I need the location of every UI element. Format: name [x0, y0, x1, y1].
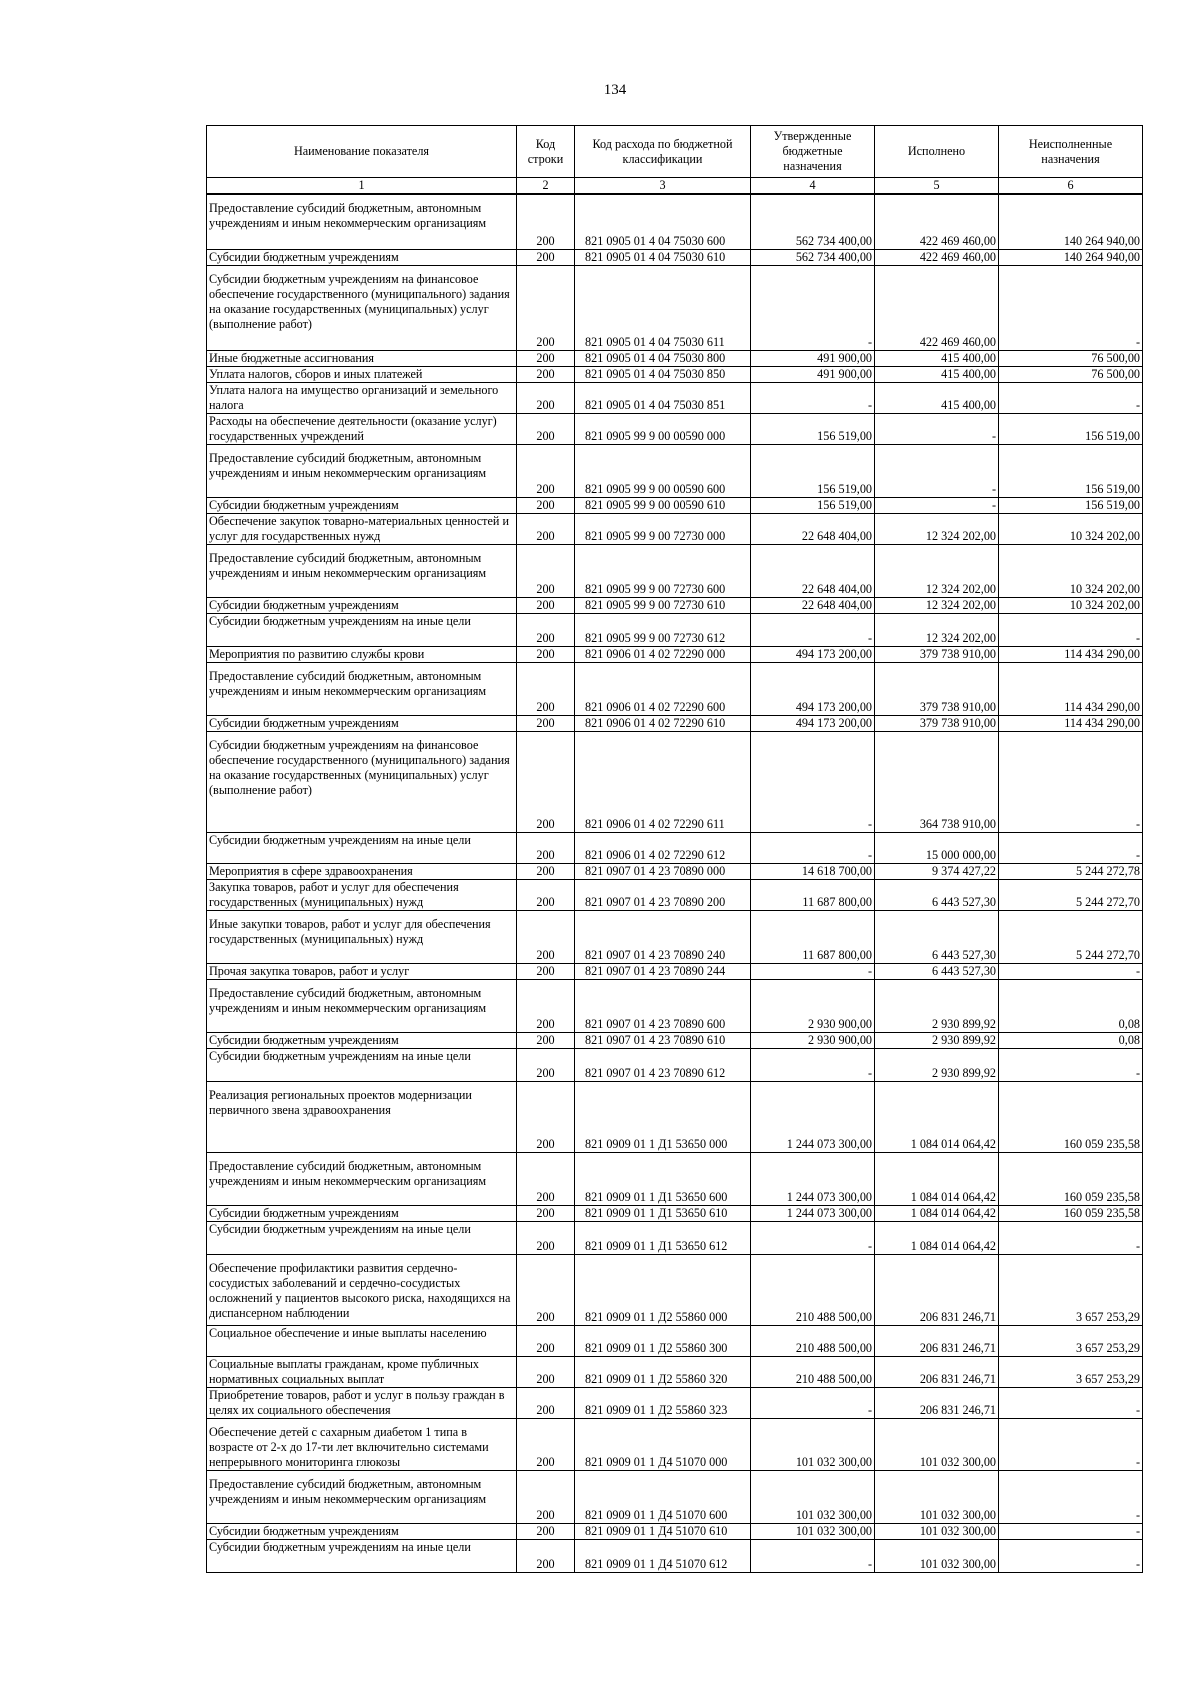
row-expense-code: 821 0905 99 9 00 72730 000 [575, 514, 751, 545]
table-row [207, 383, 1143, 414]
row-line-code: 200 [517, 1540, 575, 1573]
row-executed: - [875, 498, 999, 514]
row-approved: - [751, 1049, 875, 1082]
row-line-code: 200 [517, 864, 575, 880]
row-name: Субсидии бюджетным учреждениям [207, 1524, 517, 1540]
row-unexecuted: - [999, 383, 1143, 414]
row-unexecuted: 5 244 272,78 [999, 864, 1143, 880]
row-name: Предоставление субсидий бюджетным, автономным учреждениям и иным некоммерческим организациям [207, 194, 517, 250]
row-unexecuted: - [999, 1540, 1143, 1573]
row-line-code: 200 [517, 980, 575, 1033]
row-name: Предоставление субсидий бюджетным, автономным учреждениям и иным некоммерческим организациям [207, 1471, 517, 1524]
row-approved: 210 488 500,00 [751, 1357, 875, 1388]
row-name: Предоставление субсидий бюджетным, автономным учреждениям и иным некоммерческим организациям [207, 980, 517, 1033]
row-line-code: 200 [517, 1357, 575, 1388]
column-number-row [207, 178, 1143, 195]
row-name: Предоставление субсидий бюджетным, автономным учреждениям и иным некоммерческим организациям [207, 1153, 517, 1206]
row-executed: 422 469 460,00 [875, 194, 999, 250]
row-approved: 14 618 700,00 [751, 864, 875, 880]
row-executed: 6 443 527,30 [875, 880, 999, 911]
header-approved: Утвержденные бюджетные назначения [751, 126, 875, 178]
header-unexecuted: Неисполненные назначения [999, 126, 1143, 178]
row-expense-code: 821 0907 01 4 23 70890 240 [575, 911, 751, 964]
row-executed: 1 084 014 064,42 [875, 1153, 999, 1206]
row-executed: 422 469 460,00 [875, 250, 999, 266]
row-approved: 562 734 400,00 [751, 194, 875, 250]
row-unexecuted: - [999, 833, 1143, 864]
row-name: Субсидии бюджетным учреждениям [207, 716, 517, 732]
header-line-code: Код строки [517, 126, 575, 178]
row-approved: 156 519,00 [751, 445, 875, 498]
row-unexecuted: 114 434 290,00 [999, 716, 1143, 732]
row-line-code: 200 [517, 266, 575, 351]
row-expense-code: 821 0906 01 4 02 72290 000 [575, 647, 751, 663]
row-line-code: 200 [517, 732, 575, 833]
table-row [207, 351, 1143, 367]
row-executed: 2 930 899,92 [875, 980, 999, 1033]
row-expense-code: 821 0909 01 1 Д1 53650 000 [575, 1082, 751, 1153]
table-row [207, 1153, 1143, 1206]
row-unexecuted: 3 657 253,29 [999, 1357, 1143, 1388]
row-line-code: 200 [517, 1471, 575, 1524]
row-unexecuted: 10 324 202,00 [999, 545, 1143, 598]
row-approved: 22 648 404,00 [751, 514, 875, 545]
row-name: Субсидии бюджетным учреждениям [207, 498, 517, 514]
row-line-code: 200 [517, 716, 575, 732]
row-expense-code: 821 0909 01 1 Д4 51070 000 [575, 1419, 751, 1471]
row-expense-code: 821 0905 99 9 00 00590 600 [575, 445, 751, 498]
row-executed: 379 738 910,00 [875, 716, 999, 732]
row-executed: - [875, 414, 999, 445]
row-approved: - [751, 266, 875, 351]
row-approved: 494 173 200,00 [751, 647, 875, 663]
row-executed: 379 738 910,00 [875, 647, 999, 663]
row-name: Иные закупки товаров, работ и услуг для обеспечения государственных (муниципальных) нужд [207, 911, 517, 964]
row-approved: 22 648 404,00 [751, 598, 875, 614]
row-approved: 2 930 900,00 [751, 1033, 875, 1049]
row-executed: 1 084 014 064,42 [875, 1222, 999, 1255]
row-executed: 379 738 910,00 [875, 663, 999, 716]
row-expense-code: 821 0905 01 4 04 75030 600 [575, 194, 751, 250]
row-line-code: 200 [517, 367, 575, 383]
row-approved: 210 488 500,00 [751, 1255, 875, 1326]
table-row [207, 1326, 1143, 1357]
column-number: 6 [999, 178, 1143, 195]
row-unexecuted: - [999, 1049, 1143, 1082]
row-line-code: 200 [517, 1419, 575, 1471]
row-executed: 6 443 527,30 [875, 911, 999, 964]
row-expense-code: 821 0906 01 4 02 72290 610 [575, 716, 751, 732]
table-row [207, 545, 1143, 598]
row-executed: 6 443 527,30 [875, 964, 999, 980]
row-expense-code: 821 0909 01 1 Д2 55860 300 [575, 1326, 751, 1357]
row-executed: 101 032 300,00 [875, 1471, 999, 1524]
row-unexecuted: 160 059 235,58 [999, 1206, 1143, 1222]
row-name: Субсидии бюджетным учреждениям [207, 1033, 517, 1049]
table-row [207, 1524, 1143, 1540]
row-expense-code: 821 0909 01 1 Д1 53650 600 [575, 1153, 751, 1206]
row-line-code: 200 [517, 1082, 575, 1153]
row-approved: 491 900,00 [751, 351, 875, 367]
row-approved: - [751, 732, 875, 833]
row-expense-code: 821 0906 01 4 02 72290 611 [575, 732, 751, 833]
row-approved: 210 488 500,00 [751, 1326, 875, 1357]
row-expense-code: 821 0906 01 4 02 72290 612 [575, 833, 751, 864]
column-number: 1 [207, 178, 517, 195]
table-row [207, 194, 1143, 250]
row-approved: 1 244 073 300,00 [751, 1206, 875, 1222]
table-row [207, 367, 1143, 383]
row-line-code: 200 [517, 1255, 575, 1326]
row-approved: 2 930 900,00 [751, 980, 875, 1033]
row-line-code: 200 [517, 1033, 575, 1049]
row-approved: 101 032 300,00 [751, 1419, 875, 1471]
row-expense-code: 821 0907 01 4 23 70890 610 [575, 1033, 751, 1049]
row-line-code: 200 [517, 663, 575, 716]
row-expense-code: 821 0905 99 9 00 00590 610 [575, 498, 751, 514]
row-unexecuted: 114 434 290,00 [999, 663, 1143, 716]
row-line-code: 200 [517, 250, 575, 266]
row-expense-code: 821 0905 99 9 00 00590 000 [575, 414, 751, 445]
row-unexecuted: 3 657 253,29 [999, 1255, 1143, 1326]
row-line-code: 200 [517, 351, 575, 367]
row-expense-code: 821 0905 01 4 04 75030 800 [575, 351, 751, 367]
row-executed: 101 032 300,00 [875, 1419, 999, 1471]
row-expense-code: 821 0905 99 9 00 72730 600 [575, 545, 751, 598]
row-unexecuted: 114 434 290,00 [999, 647, 1143, 663]
row-expense-code: 821 0907 01 4 23 70890 244 [575, 964, 751, 980]
row-executed: 2 930 899,92 [875, 1033, 999, 1049]
row-unexecuted: 3 657 253,29 [999, 1326, 1143, 1357]
row-unexecuted: 140 264 940,00 [999, 194, 1143, 250]
row-approved: 562 734 400,00 [751, 250, 875, 266]
row-expense-code: 821 0905 99 9 00 72730 612 [575, 614, 751, 647]
table-row [207, 1206, 1143, 1222]
table-row [207, 732, 1143, 833]
table-row [207, 864, 1143, 880]
row-unexecuted: - [999, 266, 1143, 351]
row-approved: 156 519,00 [751, 414, 875, 445]
row-executed: 12 324 202,00 [875, 614, 999, 647]
row-unexecuted: 5 244 272,70 [999, 911, 1143, 964]
row-executed: 206 831 246,71 [875, 1357, 999, 1388]
row-expense-code: 821 0909 01 1 Д2 55860 320 [575, 1357, 751, 1388]
row-line-code: 200 [517, 614, 575, 647]
row-line-code: 200 [517, 598, 575, 614]
row-approved: 156 519,00 [751, 498, 875, 514]
row-approved: - [751, 383, 875, 414]
row-approved: - [751, 1222, 875, 1255]
row-line-code: 200 [517, 194, 575, 250]
row-name: Субсидии бюджетным учреждениям на финансовое обеспечение государственного (муниципального) задания на оказание государственных (муниципальных) услуг (выполнение работ) [207, 732, 517, 833]
row-name: Субсидии бюджетным учреждениям на иные цели [207, 1540, 517, 1573]
row-approved: 101 032 300,00 [751, 1471, 875, 1524]
table-row [207, 663, 1143, 716]
row-executed: 2 930 899,92 [875, 1049, 999, 1082]
row-unexecuted: - [999, 1388, 1143, 1419]
row-approved: - [751, 964, 875, 980]
column-number: 2 [517, 178, 575, 195]
row-line-code: 200 [517, 880, 575, 911]
row-unexecuted: - [999, 732, 1143, 833]
row-unexecuted: 160 059 235,58 [999, 1082, 1143, 1153]
row-expense-code: 821 0907 01 4 23 70890 600 [575, 980, 751, 1033]
table-row [207, 1255, 1143, 1326]
table-row [207, 880, 1143, 911]
row-expense-code: 821 0907 01 4 23 70890 000 [575, 864, 751, 880]
budget-execution-table [206, 125, 1143, 1573]
table-row [207, 964, 1143, 980]
table-row [207, 1540, 1143, 1573]
row-line-code: 200 [517, 414, 575, 445]
row-unexecuted: - [999, 614, 1143, 647]
row-executed: 415 400,00 [875, 351, 999, 367]
row-line-code: 200 [517, 445, 575, 498]
row-line-code: 200 [517, 1206, 575, 1222]
row-unexecuted: 160 059 235,58 [999, 1153, 1143, 1206]
row-unexecuted: 156 519,00 [999, 498, 1143, 514]
row-name: Приобретение товаров, работ и услуг в пользу граждан в целях их социального обеспечения [207, 1388, 517, 1419]
row-name: Социальные выплаты гражданам, кроме публичных нормативных социальных выплат [207, 1357, 517, 1388]
table-row [207, 1388, 1143, 1419]
row-name: Расходы на обеспечение деятельности (оказание услуг) государственных учреждений [207, 414, 517, 445]
row-unexecuted: 140 264 940,00 [999, 250, 1143, 266]
row-unexecuted: 10 324 202,00 [999, 514, 1143, 545]
row-approved: - [751, 1388, 875, 1419]
row-executed: 101 032 300,00 [875, 1540, 999, 1573]
table-row [207, 1033, 1143, 1049]
row-expense-code: 821 0909 01 1 Д4 51070 612 [575, 1540, 751, 1573]
row-approved: - [751, 614, 875, 647]
row-name: Предоставление субсидий бюджетным, автономным учреждениям и иным некоммерческим организациям [207, 663, 517, 716]
row-name: Субсидии бюджетным учреждениям [207, 1206, 517, 1222]
row-line-code: 200 [517, 1388, 575, 1419]
table-row [207, 1419, 1143, 1471]
row-expense-code: 821 0906 01 4 02 72290 600 [575, 663, 751, 716]
row-line-code: 200 [517, 545, 575, 598]
row-name: Иные бюджетные ассигнования [207, 351, 517, 367]
table-row [207, 414, 1143, 445]
row-line-code: 200 [517, 1049, 575, 1082]
row-line-code: 200 [517, 911, 575, 964]
row-expense-code: 821 0909 01 1 Д2 55860 323 [575, 1388, 751, 1419]
column-number: 4 [751, 178, 875, 195]
table-row [207, 498, 1143, 514]
row-unexecuted: - [999, 1419, 1143, 1471]
row-name: Уплата налога на имущество организаций и земельного налога [207, 383, 517, 414]
row-executed: 101 032 300,00 [875, 1524, 999, 1540]
row-line-code: 200 [517, 514, 575, 545]
row-executed: 9 374 427,22 [875, 864, 999, 880]
row-expense-code: 821 0907 01 4 23 70890 200 [575, 880, 751, 911]
row-expense-code: 821 0909 01 1 Д1 53650 612 [575, 1222, 751, 1255]
row-line-code: 200 [517, 1222, 575, 1255]
row-unexecuted: 156 519,00 [999, 445, 1143, 498]
row-approved: 494 173 200,00 [751, 716, 875, 732]
row-unexecuted: 5 244 272,70 [999, 880, 1143, 911]
row-line-code: 200 [517, 1153, 575, 1206]
table-row [207, 980, 1143, 1033]
row-approved: 11 687 800,00 [751, 880, 875, 911]
table-row [207, 598, 1143, 614]
row-unexecuted: 76 500,00 [999, 351, 1143, 367]
table-row [207, 445, 1143, 498]
row-executed: 422 469 460,00 [875, 266, 999, 351]
row-expense-code: 821 0905 01 4 04 75030 611 [575, 266, 751, 351]
row-line-code: 200 [517, 1326, 575, 1357]
row-executed: 1 084 014 064,42 [875, 1206, 999, 1222]
row-expense-code: 821 0909 01 1 Д2 55860 000 [575, 1255, 751, 1326]
row-line-code: 200 [517, 833, 575, 864]
row-executed: 206 831 246,71 [875, 1388, 999, 1419]
row-line-code: 200 [517, 964, 575, 980]
row-expense-code: 821 0905 99 9 00 72730 610 [575, 598, 751, 614]
table-row [207, 911, 1143, 964]
row-approved: - [751, 833, 875, 864]
row-executed: 1 084 014 064,42 [875, 1082, 999, 1153]
row-name: Мероприятия в сфере здравоохранения [207, 864, 517, 880]
table-row [207, 614, 1143, 647]
table-row [207, 266, 1143, 351]
header-expense-code: Код расхода по бюджетной классификации [575, 126, 751, 178]
table-row [207, 1471, 1143, 1524]
table-row [207, 1357, 1143, 1388]
row-approved: 1 244 073 300,00 [751, 1153, 875, 1206]
row-expense-code: 821 0905 01 4 04 75030 850 [575, 367, 751, 383]
row-unexecuted: - [999, 1222, 1143, 1255]
row-line-code: 200 [517, 383, 575, 414]
row-executed: 12 324 202,00 [875, 598, 999, 614]
row-name: Обеспечение профилактики развития сердечно-сосудистых заболеваний и сердечно-сосудистых осложнений у пациентов высокого риска, находящихся на диспансерном наблюдении [207, 1255, 517, 1326]
row-expense-code: 821 0909 01 1 Д1 53650 610 [575, 1206, 751, 1222]
row-name: Субсидии бюджетным учреждениям [207, 598, 517, 614]
row-executed: 15 000 000,00 [875, 833, 999, 864]
row-name: Субсидии бюджетным учреждениям [207, 250, 517, 266]
row-executed: 12 324 202,00 [875, 514, 999, 545]
row-executed: 415 400,00 [875, 383, 999, 414]
row-expense-code: 821 0909 01 1 Д4 51070 600 [575, 1471, 751, 1524]
row-name: Обеспечение закупок товарно-материальных ценностей и услуг для государственных нужд [207, 514, 517, 545]
row-unexecuted: - [999, 1471, 1143, 1524]
row-name: Субсидии бюджетным учреждениям на иные цели [207, 1049, 517, 1082]
row-line-code: 200 [517, 1524, 575, 1540]
row-executed: 206 831 246,71 [875, 1326, 999, 1357]
row-name: Субсидии бюджетным учреждениям на финансовое обеспечение государственного (муниципального) задания на оказание государственных (муниципальных) услуг (выполнение работ) [207, 266, 517, 351]
table-body [207, 194, 1143, 1573]
header-indicator-name: Наименование показателя [207, 126, 517, 178]
row-executed: 364 738 910,00 [875, 732, 999, 833]
row-name: Мероприятия по развитию службы крови [207, 647, 517, 663]
row-approved: 494 173 200,00 [751, 663, 875, 716]
row-unexecuted: - [999, 964, 1143, 980]
table-row [207, 647, 1143, 663]
table-row [207, 833, 1143, 864]
row-unexecuted: 0,08 [999, 980, 1143, 1033]
table-row [207, 1049, 1143, 1082]
row-unexecuted: 0,08 [999, 1033, 1143, 1049]
row-unexecuted: 156 519,00 [999, 414, 1143, 445]
row-approved: 11 687 800,00 [751, 911, 875, 964]
row-unexecuted: - [999, 1524, 1143, 1540]
row-approved: 1 244 073 300,00 [751, 1082, 875, 1153]
column-number: 3 [575, 178, 751, 195]
page-number: 134 [603, 82, 627, 98]
row-name: Социальное обеспечение и иные выплаты населению [207, 1326, 517, 1357]
table-row [207, 250, 1143, 266]
row-name: Субсидии бюджетным учреждениям на иные цели [207, 1222, 517, 1255]
table-row [207, 1222, 1143, 1255]
row-name: Обеспечение детей с сахарным диабетом 1 типа в возрасте от 2-х до 17-ти лет включительно системами непрерывного мониторинга глюкозы [207, 1419, 517, 1471]
row-approved: 101 032 300,00 [751, 1524, 875, 1540]
table-row [207, 514, 1143, 545]
table-header-row [207, 126, 1143, 178]
row-expense-code: 821 0909 01 1 Д4 51070 610 [575, 1524, 751, 1540]
row-executed: 206 831 246,71 [875, 1255, 999, 1326]
row-unexecuted: 76 500,00 [999, 367, 1143, 383]
row-expense-code: 821 0905 01 4 04 75030 610 [575, 250, 751, 266]
row-executed: - [875, 445, 999, 498]
row-name: Субсидии бюджетным учреждениям на иные цели [207, 614, 517, 647]
row-line-code: 200 [517, 647, 575, 663]
row-unexecuted: 10 324 202,00 [999, 598, 1143, 614]
row-name: Прочая закупка товаров, работ и услуг [207, 964, 517, 980]
row-approved: - [751, 1540, 875, 1573]
row-line-code: 200 [517, 498, 575, 514]
row-name: Закупка товаров, работ и услуг для обеспечения государственных (муниципальных) нужд [207, 880, 517, 911]
row-executed: 415 400,00 [875, 367, 999, 383]
row-expense-code: 821 0905 01 4 04 75030 851 [575, 383, 751, 414]
row-approved: 22 648 404,00 [751, 545, 875, 598]
row-name: Предоставление субсидий бюджетным, автономным учреждениям и иным некоммерческим организациям [207, 445, 517, 498]
row-name: Предоставление субсидий бюджетным, автономным учреждениям и иным некоммерческим организациям [207, 545, 517, 598]
row-name: Уплата налогов, сборов и иных платежей [207, 367, 517, 383]
row-name: Субсидии бюджетным учреждениям на иные цели [207, 833, 517, 864]
row-approved: 491 900,00 [751, 367, 875, 383]
row-name: Реализация региональных проектов модернизации первичного звена здравоохранения [207, 1082, 517, 1153]
table-row [207, 716, 1143, 732]
header-executed: Исполнено [875, 126, 999, 178]
row-expense-code: 821 0907 01 4 23 70890 612 [575, 1049, 751, 1082]
row-executed: 12 324 202,00 [875, 545, 999, 598]
column-number: 5 [875, 178, 999, 195]
table-row [207, 1082, 1143, 1153]
